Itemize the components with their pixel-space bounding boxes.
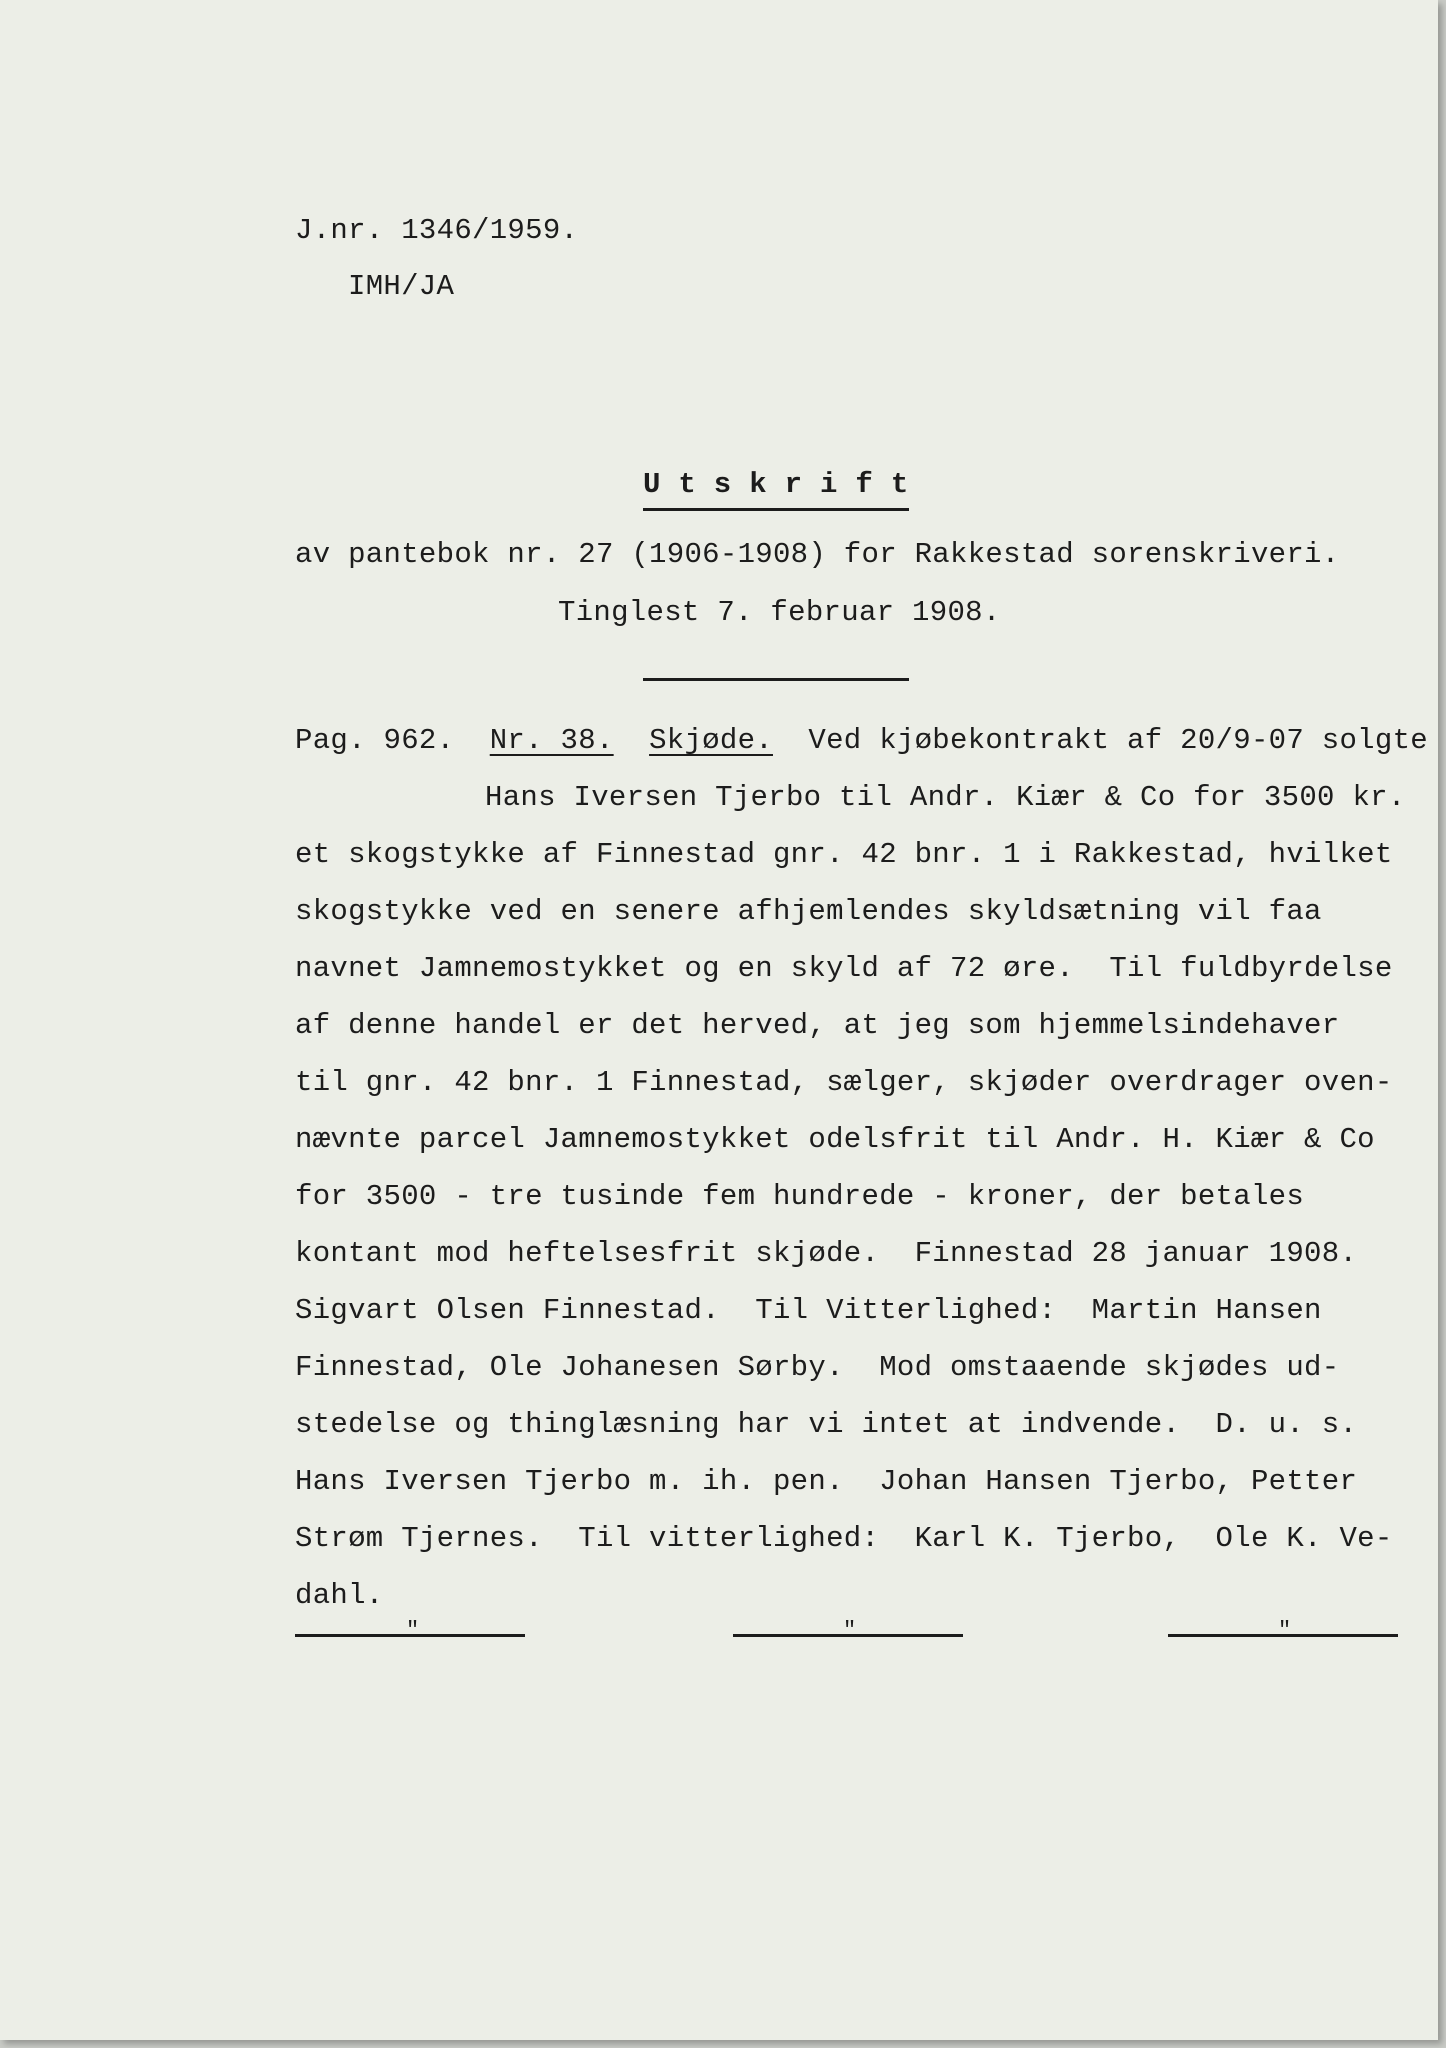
entry-line: nævnte parcel Jamnemostykket odelsfrit til Andr. H. Kiær & Co: [295, 1123, 1375, 1156]
document-type: Skjøde.: [649, 724, 773, 757]
entry-line: Sigvart Olsen Finnestad. Til Vitterlighed: Martin Hansen: [295, 1294, 1322, 1327]
journal-number: J.nr. 1346/1959.: [295, 214, 579, 247]
entry-line: skogstykke ved en senere afhjemlendes skyldsætning vil faa: [295, 895, 1322, 928]
page-reference: Pag. 962.: [295, 724, 455, 757]
entry-first-line: [295, 726, 1428, 755]
entry-line: et skogstykke af Finnestad gnr. 42 bnr. 1 i Rakkestad, hvilket: [295, 838, 1393, 871]
ditto-mark-left: ": [406, 1618, 420, 1643]
clerk-initials: IMH/JA: [348, 270, 455, 303]
entry-line: navnet Jamnemostykket og en skyld af 72 øre. Til fuldbyrdelse: [295, 952, 1393, 985]
entry-line: kontant mod heftelsesfrit skjøde. Finnestad 28 januar 1908.: [295, 1237, 1358, 1270]
entry-line: Finnestad, Ole Johanesen Sørby. Mod omstaaende skjødes ud-: [295, 1351, 1340, 1384]
entry-line: af denne handel er det herved, at jeg som hjemmelsindehaver: [295, 1009, 1340, 1042]
ditto-mark-right: ": [1278, 1618, 1292, 1643]
document-subtitle: av pantebok nr. 27 (1906-1908) for Rakkestad sorenskriveri.: [295, 538, 1340, 571]
entry-line: dahl.: [295, 1579, 384, 1612]
ditto-mark-center: ": [843, 1618, 857, 1643]
registration-date: Tinglest 7. februar 1908.: [558, 596, 1001, 629]
entry-line: Strøm Tjernes. Til vitterlighed: Karl K. Tjerbo, Ole K. Ve-: [295, 1522, 1393, 1555]
entry-line: for 3500 - tre tusinde fem hundrede - kroner, der betales: [295, 1180, 1305, 1213]
document-heading: U t s k r i f t: [643, 468, 909, 501]
entry-text-start: Ved kjøbekontrakt af 20/9-07 solgte: [808, 724, 1428, 757]
entry-line: til gnr. 42 bnr. 1 Finnestad, sælger, skjøder overdrager oven-: [295, 1066, 1393, 1099]
entry-number: Nr. 38.: [489, 724, 614, 757]
entry-line: Hans Iversen Tjerbo til Andr. Kiær & Co for 3500 kr.: [485, 781, 1406, 814]
heading-underline: [643, 508, 909, 511]
entry-line: stedelse og thinglæsning har vi intet at indvende. D. u. s.: [295, 1408, 1358, 1441]
entry-line: Hans Iversen Tjerbo m. ih. pen. Johan Hansen Tjerbo, Petter: [295, 1465, 1358, 1498]
section-divider: [643, 678, 909, 681]
